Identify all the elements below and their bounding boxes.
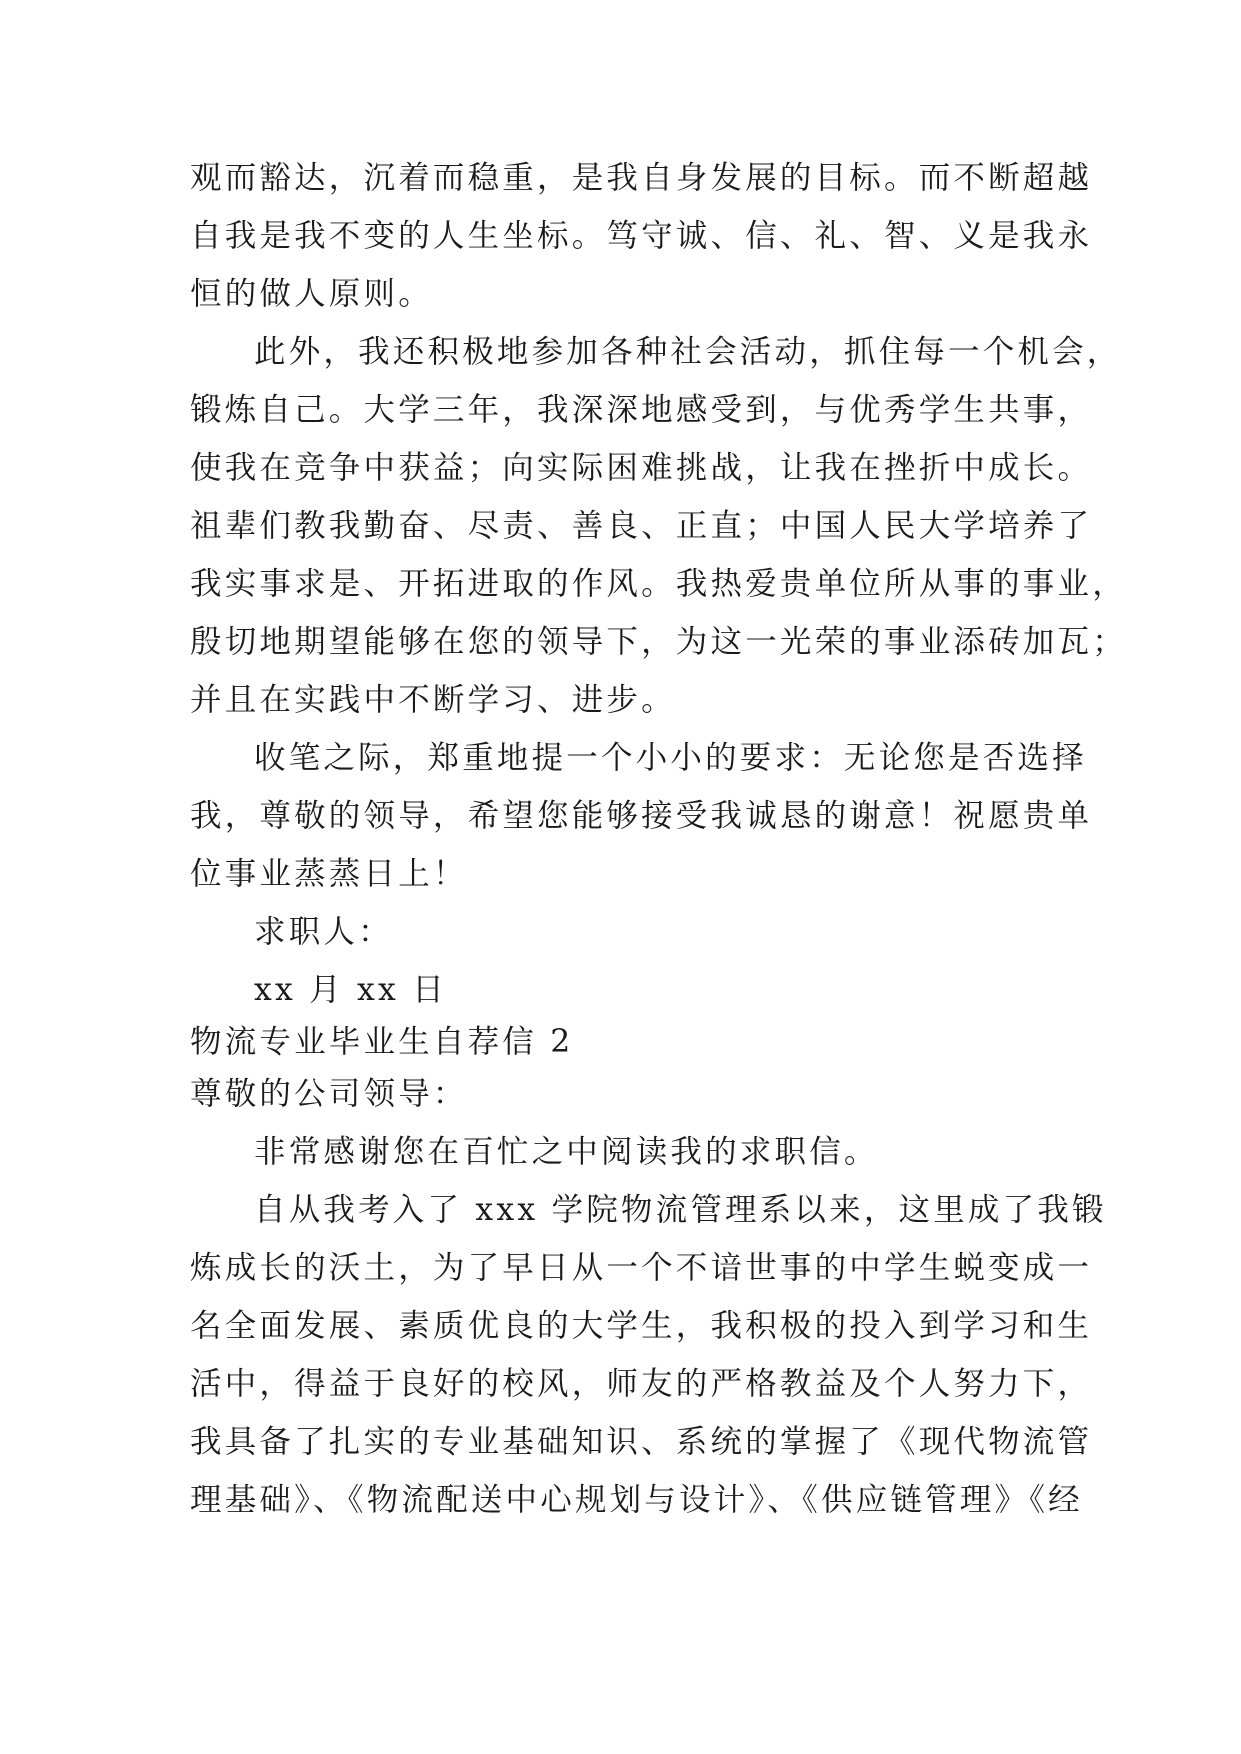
text-line: 锻炼自己。大学三年，我深深地感受到，与优秀学生共事， [190,392,1093,428]
paragraph-start-line: 收笔之际，郑重地提一个小小的要求：无论您是否选择 [254,740,1087,776]
letter-body [190,160,1127,1542]
text-line: 位事业蒸蒸日上！ [190,856,468,892]
text-line: 自我是我不变的人生坐标。笃守诚、信、礼、智、义是我永 [190,218,1093,254]
section-title: 物流专业毕业生自荐信 2 [190,1024,574,1060]
text-line: 殷切地期望能够在您的领导下，为这一光荣的事业添砖加瓦； [190,624,1127,660]
text-line: 并且在实践中不断学习、进步。 [190,682,676,718]
text-line: 使我在竞争中获益；向实际困难挑战，让我在挫折中成长。 [190,450,1093,486]
text-line: 恒的做人原则。 [190,276,433,312]
text-line: 我具备了扎实的专业基础知识、系统的掌握了《现代物流管 [190,1424,1093,1460]
salutation: 尊敬的公司领导： [190,1076,468,1112]
text-line: 我实事求是、开拓进取的作风。我热爱贵单位所从事的事业， [190,566,1127,602]
text-line: 我，尊敬的领导，希望您能够接受我诚恳的谢意！祝愿贵单 [190,798,1093,834]
paragraph-start-line: 自从我考入了 xxx 学院物流管理系以来，这里成了我锻 [254,1192,1107,1228]
text-line: 理基础》、《物流配送中心规划与设计》、《供应链管理》《经 [190,1482,1083,1518]
signature-label: 求职人： [254,914,393,950]
paragraph-start-line: 此外，我还积极地参加各种社会活动，抓住每一个机会， [254,334,1122,370]
paragraph-start-line: 非常感谢您在百忙之中阅读我的求职信。 [254,1134,879,1170]
date-line: xx 月 xx 日 [254,972,447,1008]
text-line: 活中，得益于良好的校风，师友的严格教益及个人努力下， [190,1366,1093,1402]
text-line: 名全面发展、素质优良的大学生，我积极的投入到学习和生 [190,1308,1093,1344]
text-line: 观而豁达，沉着而稳重，是我自身发展的目标。而不断超越 [190,160,1093,196]
text-line: 祖辈们教我勤奋、尽责、善良、正直；中国人民大学培养了 [190,508,1093,544]
text-line: 炼成长的沃土，为了早日从一个不谙世事的中学生蜕变成一 [190,1250,1093,1286]
